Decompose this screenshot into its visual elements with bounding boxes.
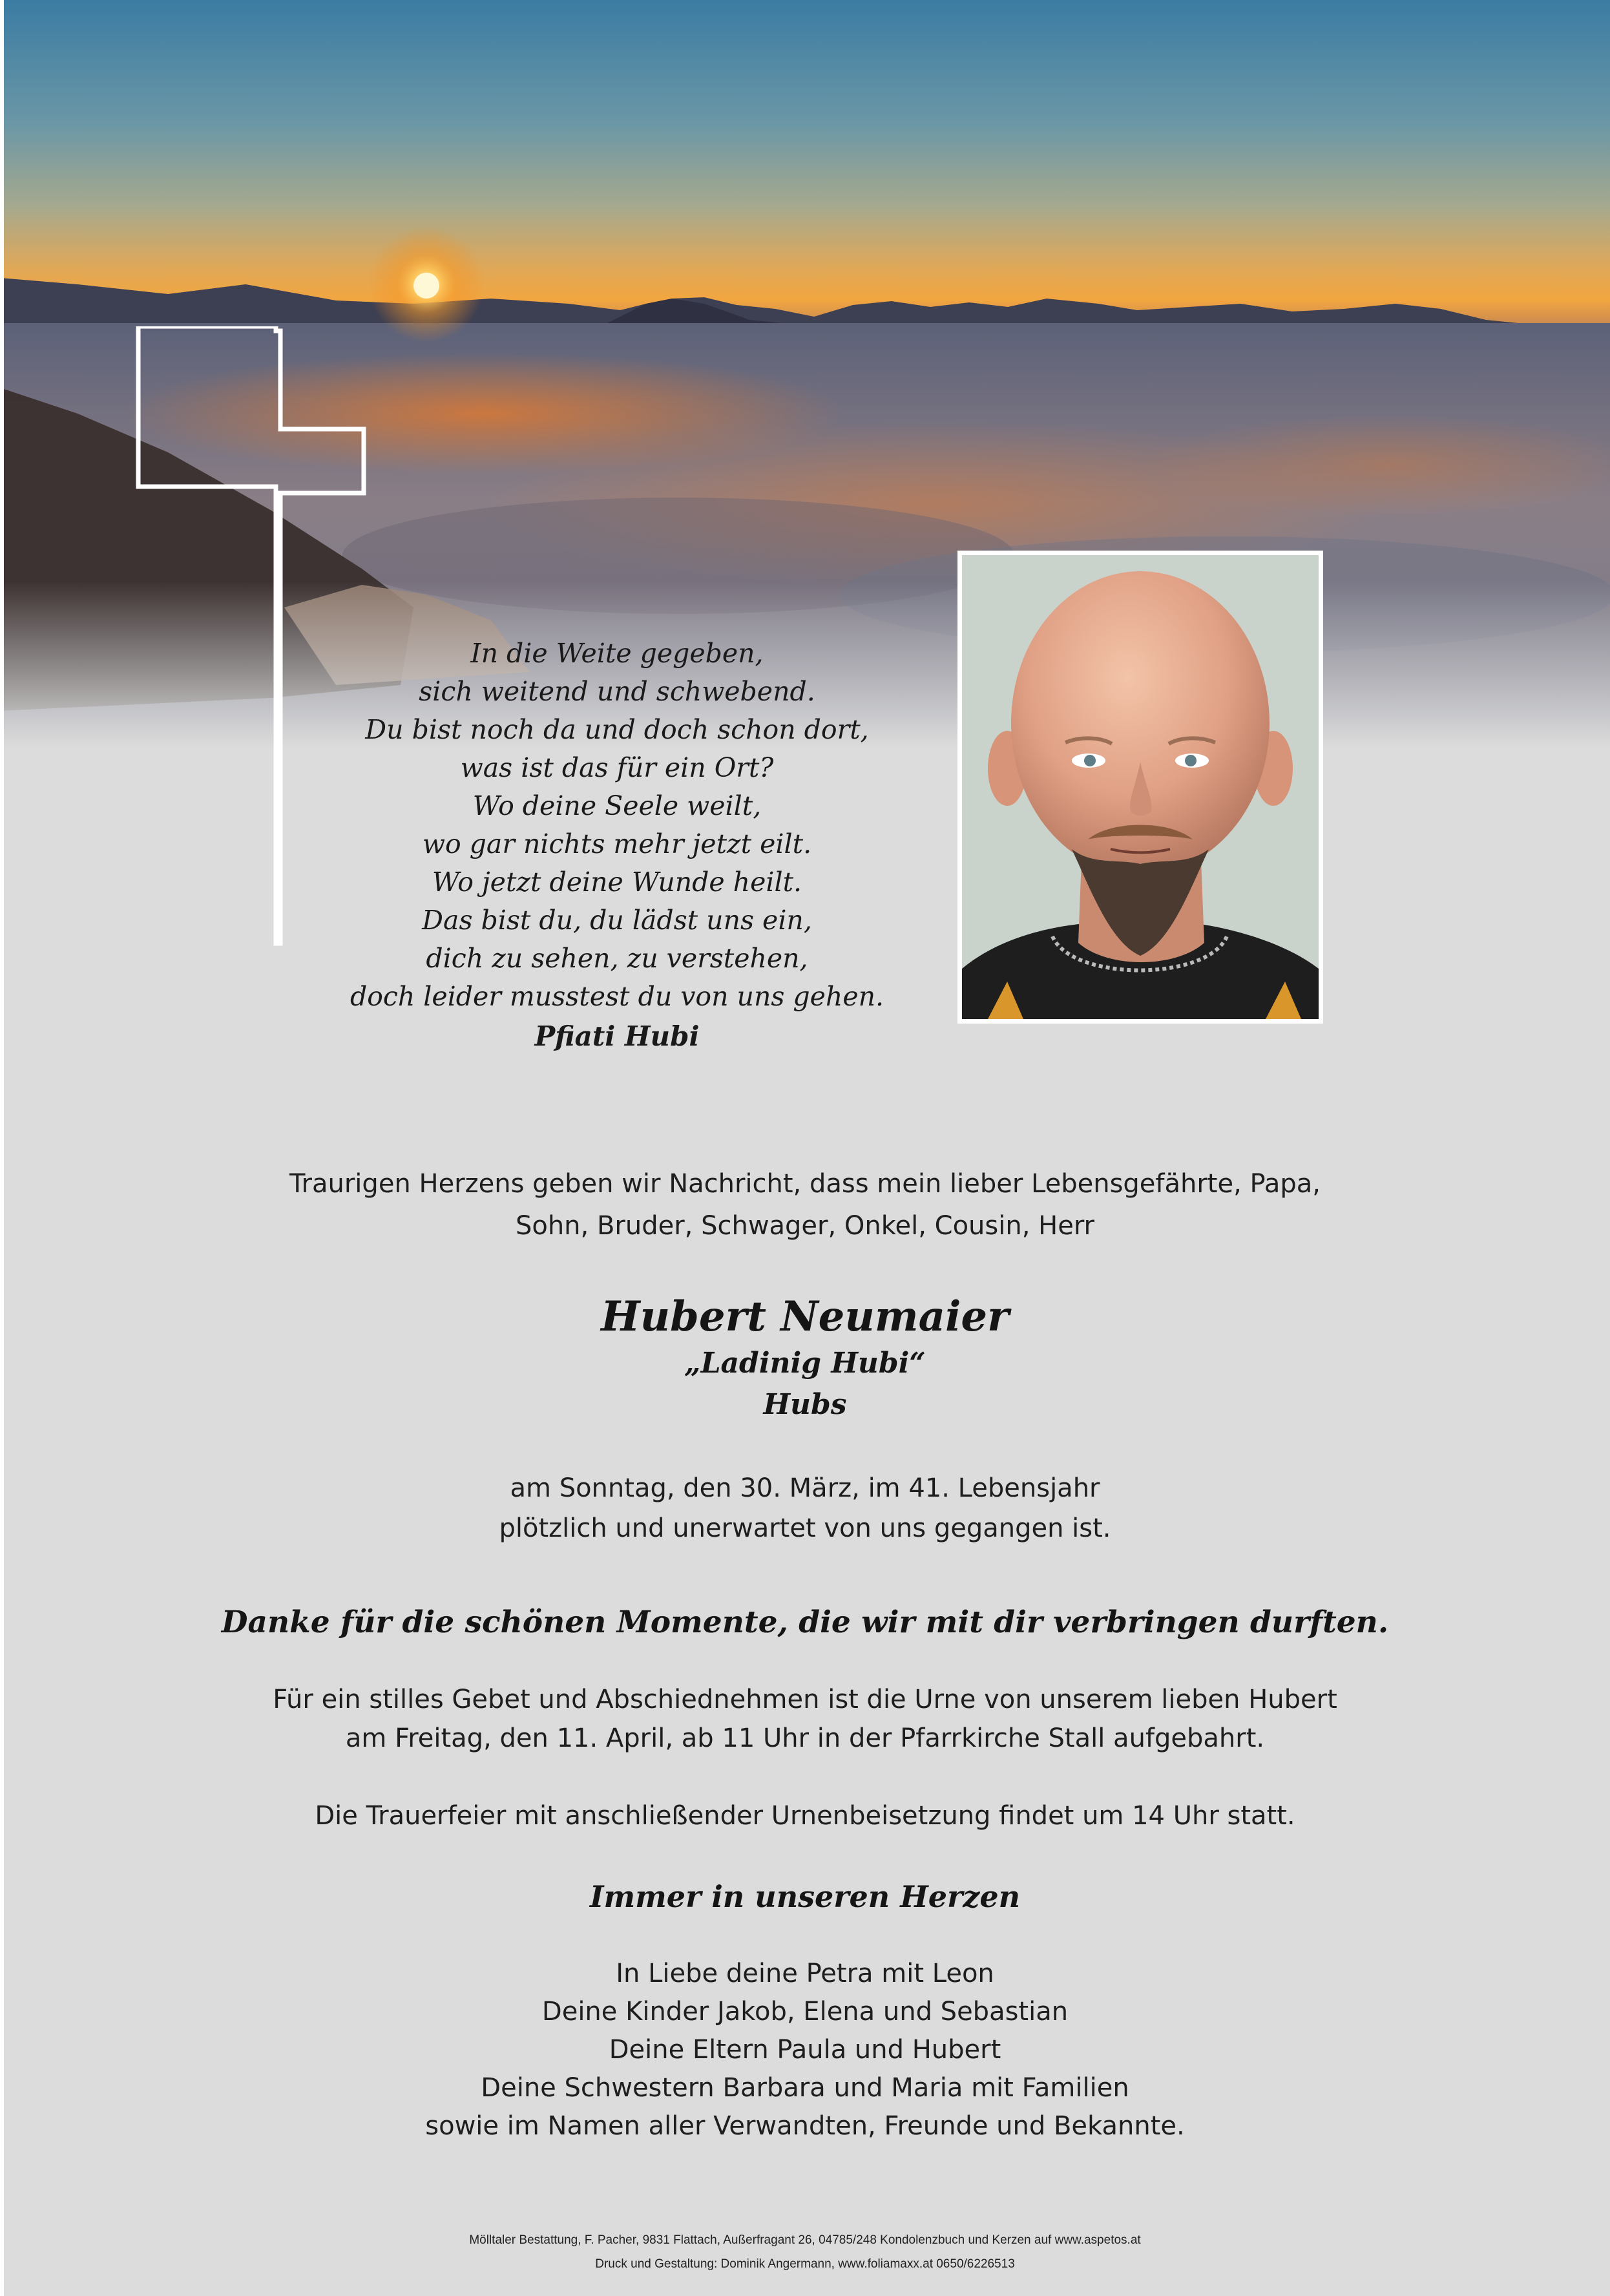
deceased-alias: Hubs (763, 1388, 847, 1421)
mourner-line: Deine Kinder Jakob, Elena und Sebastian (541, 1997, 1069, 2027)
poem-line: dich zu sehen, zu verstehen, (426, 943, 808, 974)
thanks-line (0, 1600, 1610, 1645)
poem-line: Das bist du, du lädst uns ein, (422, 905, 812, 936)
mourner-line: sowie im Namen aller Verwandten, Freunde und Bekannte. (425, 2111, 1185, 2141)
poem (284, 635, 950, 1055)
funeral-line: Für ein stilles Gebet und Abschiednehmen ist die Urne von unserem lieben Hubert (273, 1685, 1337, 1714)
portrait-photo (962, 555, 1319, 1019)
mourner-line: Deine Schwestern Barbara und Maria mit Familien (481, 2073, 1129, 2103)
poem-line: Du bist noch da und doch schon dort, (365, 714, 869, 745)
poem-line: wo gar nichts mehr jetzt eilt. (422, 828, 812, 859)
name-block (0, 1291, 1610, 1426)
remembrance-line (0, 1874, 1610, 1919)
poem-line: Wo deine Seele weilt, (472, 790, 762, 821)
death-notice-line: plötzlich und unerwartet von uns gegangen ist. (499, 1513, 1111, 1543)
mourner-line: In Liebe deine Petra mit Leon (616, 1959, 994, 1988)
poem-signoff: Pfiati Hubi (534, 1020, 700, 1052)
deceased-nickname: „Ladinig Hubi“ (684, 1347, 926, 1380)
intro-line: Traurigen Herzens geben wir Nachricht, dass mein lieber Lebensgefährte, Papa, (289, 1169, 1321, 1199)
portrait-frame (957, 551, 1323, 1024)
ceremony-text: Die Trauerfeier mit anschließender Urnenbeisetzung findet um 14 Uhr statt. (315, 1801, 1295, 1831)
poem-line: In die Weite gegeben, (470, 638, 764, 669)
remembrance-text: Immer in unseren Herzen (589, 1879, 1021, 1914)
deceased-name: Hubert Neumaier (601, 1292, 1009, 1341)
poem-line: sich weitend und schwebend. (419, 676, 815, 707)
intro-line: Sohn, Bruder, Schwager, Onkel, Cousin, Herr (515, 1211, 1095, 1241)
poem-line: was ist das für ein Ort? (460, 752, 774, 783)
footer-line: Druck und Gestaltung: Dominik Angermann, www.foliamaxx.at 0650/6226513 (595, 2257, 1015, 2271)
page-edge (0, 0, 4, 2296)
mourners-list (0, 1955, 1610, 2145)
mourner-line: Deine Eltern Paula und Hubert (609, 2035, 1001, 2065)
death-notice-line: am Sonntag, den 30. März, im 41. Lebensjahr (510, 1473, 1100, 1503)
footer-line: Mölltaler Bestattung, F. Pacher, 9831 Flattach, Außerfragant 26, 04785/248 Kondolenzbuch und Kerzen auf www.aspetos.at (469, 2233, 1141, 2247)
funeral-info (0, 1680, 1610, 1758)
footer-credits (0, 2228, 1610, 2276)
ceremony-info (0, 1796, 1610, 1835)
poem-line: Wo jetzt deine Wunde heilt. (432, 867, 802, 898)
intro-text (0, 1163, 1610, 1247)
death-notice (0, 1468, 1610, 1548)
funeral-line: am Freitag, den 11. April, ab 11 Uhr in der Pfarrkirche Stall aufgebahrt. (345, 1723, 1265, 1753)
thanks-text: Danke für die schönen Momente, die wir mit dir verbringen durften. (221, 1605, 1389, 1640)
poem-line: doch leider musstest du von uns gehen. (350, 981, 884, 1012)
